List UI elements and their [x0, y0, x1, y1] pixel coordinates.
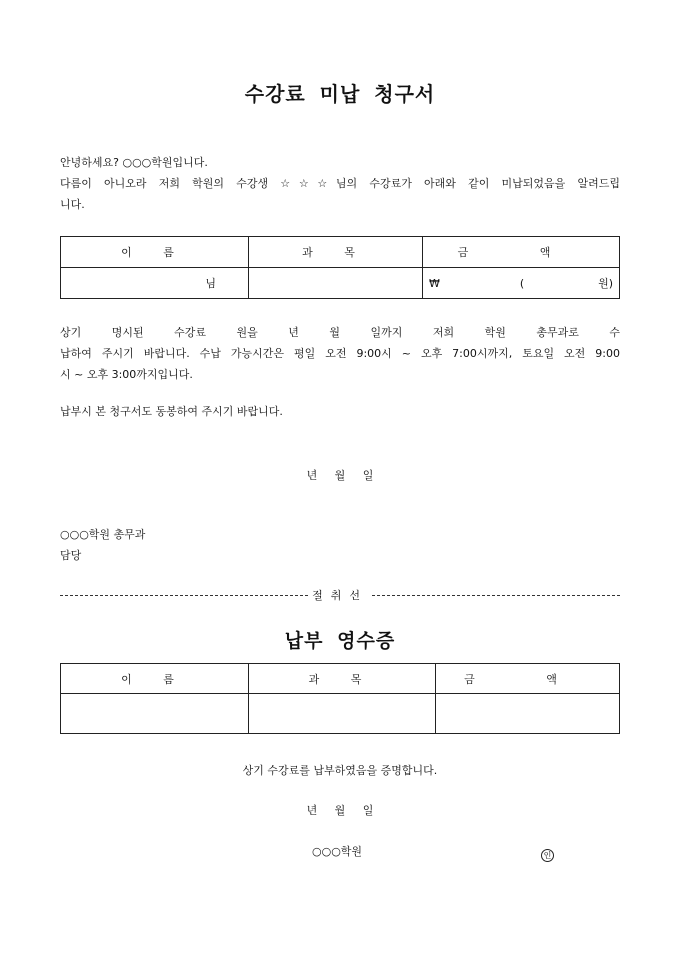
issuer-line-1: ○○○학원 총무과	[60, 528, 146, 541]
won-label: 원)	[598, 277, 613, 290]
receipt-table	[60, 663, 620, 734]
payment-instructions	[60, 322, 620, 422]
intro-paragraph	[60, 152, 620, 215]
header-amount: 금 액	[423, 237, 620, 268]
table-row	[61, 694, 620, 734]
table-row	[61, 268, 620, 299]
header-name: 이 름	[61, 664, 249, 694]
issuer-line-2: 담당	[60, 549, 82, 562]
intro-line-2: 다름이 아니오라 저희 학원의 수강생 ☆☆☆님의 수강료가 아래와 같이 미납되었음을 알려드립	[60, 177, 620, 190]
cut-line	[60, 588, 620, 602]
receipt-academy: ○○○학원	[312, 845, 363, 858]
body-line-4: 납부시 본 청구서도 동봉하여 주시기 바랍니다.	[60, 405, 283, 418]
subject-cell	[249, 268, 423, 299]
table-header-row	[61, 237, 620, 268]
name-suffix: 님	[205, 277, 216, 290]
intro-line-1: 안녕하세요? ○○○학원입니다.	[60, 156, 208, 169]
cut-dash-left	[60, 595, 308, 596]
body-line-2: 납하여 주시기 바랍니다. 수납 가능시간은 평일 오전 9:00시 ~ 오후 7:00시까지, 토요일 오전 9:00	[60, 347, 620, 360]
body-line-1: 상기 명시된 수강료 원을 년 월 일까지 저희 학원 총무과로 수	[60, 326, 620, 339]
invoice-table	[60, 236, 620, 299]
document-title: 수강료 미납 청구서	[244, 82, 436, 106]
issuer-block	[60, 524, 145, 566]
table-header-row	[61, 664, 620, 694]
currency-symbol: ₩	[429, 276, 440, 290]
name-cell	[61, 268, 249, 299]
body-line-3: 시 ~ 오후 3:00까지입니다.	[60, 368, 193, 381]
receipt-confirmation: 상기 수강료를 납부하였음을 증명합니다.	[242, 764, 438, 777]
amount-cell	[423, 268, 620, 299]
cut-dash-right	[372, 595, 620, 596]
intro-line-3: 니다.	[60, 198, 85, 211]
seal-mark	[541, 843, 554, 862]
header-subject: 과 목	[249, 664, 436, 694]
name-cell	[61, 694, 249, 734]
amount-cell	[436, 694, 620, 734]
cut-label: 절취선	[312, 589, 368, 602]
invoice-date: 년 월 일	[306, 469, 374, 482]
receipt-date: 년 월 일	[306, 804, 374, 817]
subject-cell	[249, 694, 436, 734]
seal-icon: 인	[541, 849, 554, 862]
header-amount: 금 액	[436, 664, 620, 694]
paren-open: (	[519, 276, 525, 290]
header-name: 이 름	[61, 237, 249, 268]
header-subject: 과 목	[249, 237, 423, 268]
receipt-title: 납부 영수증	[284, 630, 396, 652]
